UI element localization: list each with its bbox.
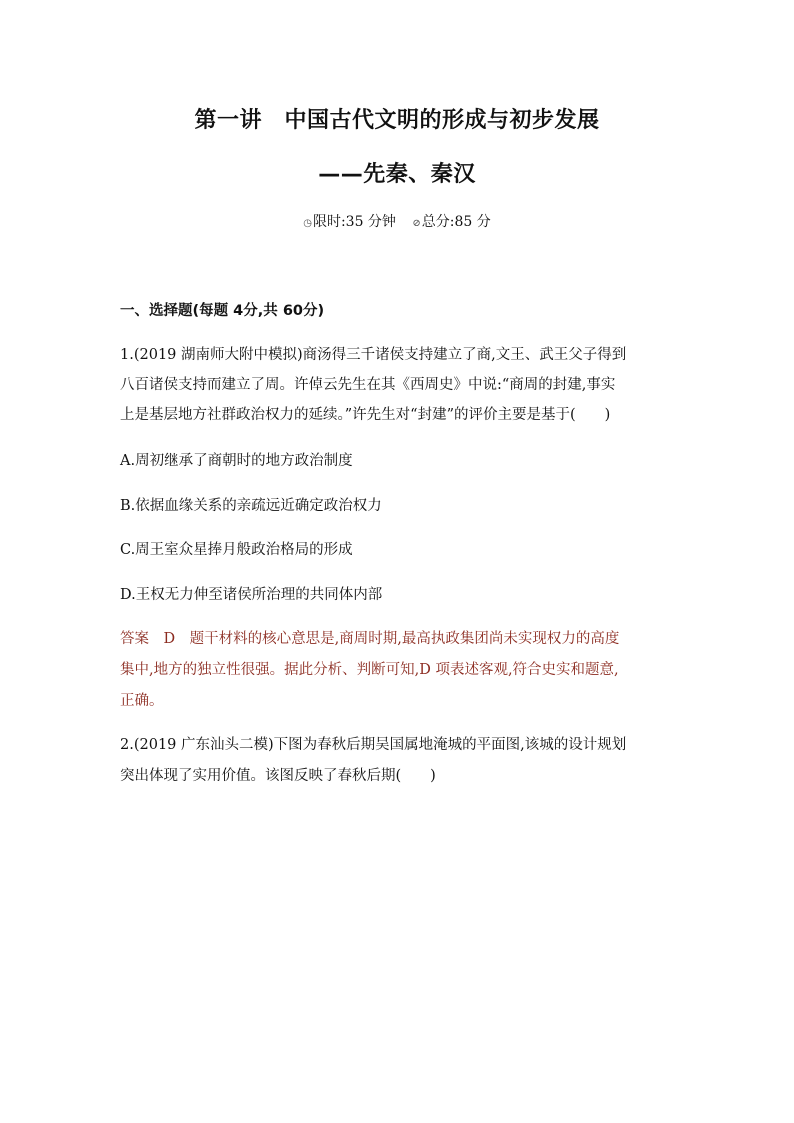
page-subtitle: ——先秦、秦汉 [318,162,476,187]
clock-icon: ◷ [303,218,312,229]
page-title: 第一讲 中国古代文明的形成与初步发展 [194,108,600,133]
answer-line: 集中,地方的独立性很强。据此分析、判断可知,D 项表述客观,符合史实和题意, [120,662,619,678]
total-score-text: 总分:85 分 [421,214,491,230]
question-1-line: 1.(2019 湖南师大附中模拟)商汤得三千诸侯支持建立了商,文王、武王父子得到 [120,347,627,363]
total-score [412,211,490,231]
question-2-line: 2.(2019 广东汕头二模)下图为春秋后期吴国属地淹城的平面图,该城的设计规划 [120,737,627,753]
option-d: D.王权无力伸至诸侯所治理的共同体内部 [120,587,383,603]
section-heading: 一、选择题(每题 4分,共 60分) [120,303,325,319]
answer-line: 答案 D 题干材料的核心意思是,商周时期,最高执政集团尚未实现权力的高度 [120,631,620,647]
exam-meta [0,211,794,231]
question-2-line: 突出体现了实用价值。该图反映了春秋后期( ) [120,768,436,784]
check-circle-icon: ⊘ [412,218,421,229]
question-1-line: 上是基层地方社群政治权力的延续。”许先生对“封建”的评价主要是基于( ) [120,407,611,423]
time-limit [303,211,396,231]
answer-line: 正确。 [120,693,164,709]
question-1-line: 八百诸侯支持而建立了周。许倬云先生在其《西周史》中说:“商周的封建,事实 [120,377,616,393]
option-b: B.依据血缘关系的亲疏远近确定政治权力 [120,498,382,514]
time-limit-text: 限时:35 分钟 [312,214,396,230]
option-a: A.周初继承了商朝时的地方政治制度 [120,453,353,469]
option-c: C.周王室众星捧月般政治格局的形成 [120,542,353,558]
